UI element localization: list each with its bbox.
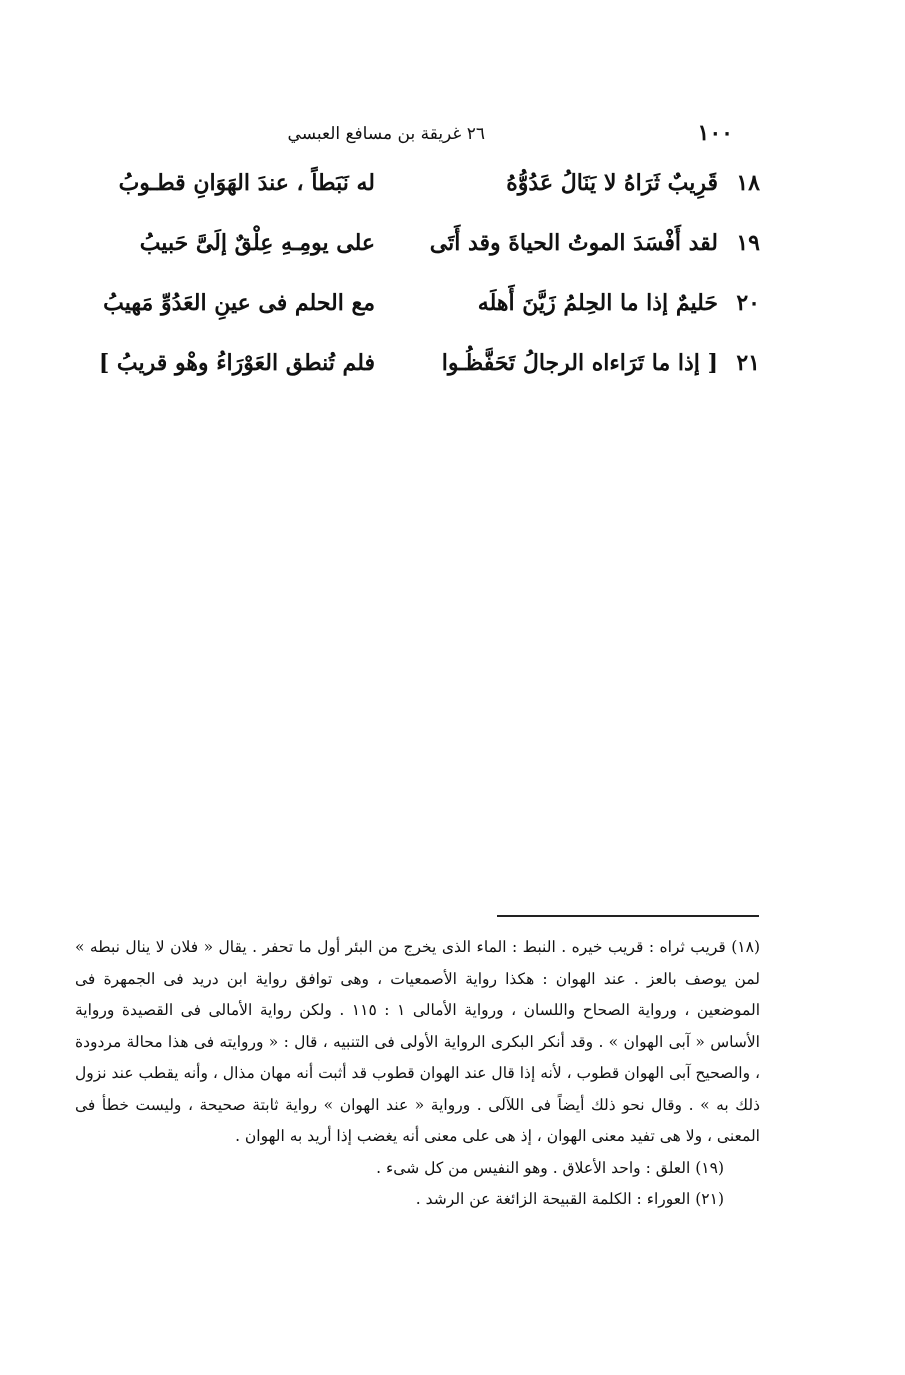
footnote-19: (١٩) العلق : واحد الأعلاق . وهو النفيس من كل شىء . [376, 1158, 724, 1177]
verse-second-hemistich: فلم تُنطق العَوْرَاءُ وهْو قريبُ ] [98, 350, 375, 376]
verse [70, 170, 760, 230]
footnote-18: (١٨) قريب ثراه : قريب خيره . النبط : الماء الذى يخرج من البئر أول ما تحفر . يقال « فلان لا ينال نبطه » لمن يوصف بالعز . عند الهوان : هكذا رواية الأصمعيات ، وهى توافق رواية ابن دريد فى الجمهرة فى الموضعين ، ورواية الصحاح واللسان ، ورواية الأمالى ١ : ١١٥ . ولكن رواية الأمالى فى القصيدة ورواية الأساس « آبى الهوان » . وقد أنكر البكرى الرواية الأولى فى التنبيه ، قال : « وروايته فى هذا محالة مردودة ، والصحيح آبى الهوان قطوب ، لأنه إذا قال عند الهوان قطوب قد أثبت أنه مهان مذال ، وأنه يقطب عند نزول ذلك به » . وقال نحو ذلك أيضاً فى اللآلى . ورواية « عند الهوان » رواية ثابتة صحيحة ، وليست خطأ فى المعنى ، ولا هى تفيد معنى الهوان ، إذ هى على معنى أنه يغضب إذا أريد به الهوان . [74, 938, 761, 1145]
verse [70, 350, 760, 410]
verse-number: ١٨ [736, 170, 760, 196]
verse-number: ١٩ [736, 230, 760, 256]
verse-first-hemistich: حَليمٌ إذا ما الحِلمُ زَيَّنَ أَهلَه [477, 290, 718, 316]
page-number: ١٠٠ [697, 120, 733, 146]
verse-first-hemistich: لقد أَفْسَدَ الموتُ الحياةَ وقد أَتَى [429, 230, 718, 256]
poem [70, 170, 760, 410]
verse-number: ٢١ [736, 350, 760, 376]
page-header [0, 120, 905, 160]
footnote-21: (٢١) العوراء : الكلمة القبيحة الزائغة عن الرشد . [415, 1190, 724, 1208]
running-title: ٢٦ غريقة بن مسافع العبسي [287, 124, 485, 144]
verse-first-hemistich: قَرِيبٌ ثَرَاهُ لا يَنَالُ عَدُوُّهُ [506, 170, 718, 196]
verse-second-hemistich: مع الحلم فى عينِ العَدُوِّ مَهيبُ [103, 290, 375, 316]
footnotes [75, 932, 760, 1216]
verse-second-hemistich: له نَبَطاً ، عندَ الهَوَانِ قطـوبُ [118, 170, 375, 196]
verse [70, 290, 760, 350]
verse [70, 230, 760, 290]
verse-second-hemistich: على يومِـهِ عِلْقٌ إلَىَّ حَبيبُ [139, 230, 375, 256]
verse-number: ٢٠ [736, 290, 760, 316]
verse-first-hemistich: [ إذا ما تَرَاءاه الرجالُ تَحَفَّظُـوا [441, 350, 718, 376]
footnote-divider [497, 915, 759, 917]
